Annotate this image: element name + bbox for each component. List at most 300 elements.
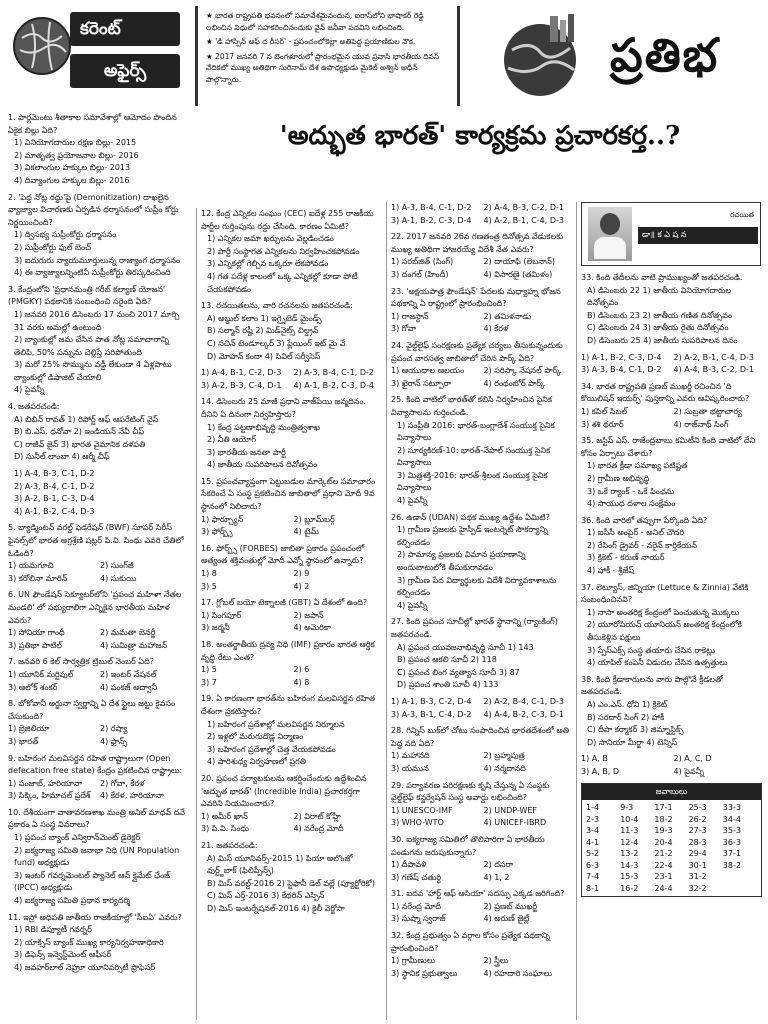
- option: B) బి.ఎస్. ధనోవా 2) ఇండియన్ నేవీ చీఫ్: [14, 427, 145, 437]
- option: 2) దాయాఫి (లెబనాన్): [483, 257, 555, 267]
- answer-item: 27-3: [688, 826, 707, 836]
- option: 1) భారత క్రీడా సమాఖ్య పటిష్టత: [587, 461, 688, 471]
- option: 4) టైమ్: [293, 527, 319, 537]
- question-text: 14. డిసెంబరు 25 మాజీ ప్రధాని వాజ్‌పేయి జన్మదినం. దీనిని ఏ దినంగా నిర్వహిస్తారు?: [201, 397, 366, 419]
- options: [581, 527, 762, 577]
- option: 3) ఆలోక్ శంకర్: [8, 682, 58, 692]
- option: 2) సరిస్కా నేషనల్ పార్క్: [483, 366, 562, 376]
- option: 3) పి.వి. సింధు: [201, 824, 249, 834]
- question-block: [201, 300, 382, 363]
- answer-item: 12-4: [620, 837, 639, 847]
- question-text: 37. లెట్యూస్, జిన్నియా (Lettuce & Zinnia) వేటికి సంబంధించినవి?: [581, 582, 749, 605]
- option: 2) బ్లూమ్‌బర్గ్: [293, 514, 335, 524]
- option: 2) తమిళనాడు: [483, 311, 532, 321]
- question-block: [391, 231, 572, 281]
- question-text: 13. రచయితలను, వారి రచనలను జతపరచండి:: [201, 301, 353, 311]
- option: C) డిసెంబరు 24 3) జాతీయ రైతు దినోత్సవం: [587, 323, 729, 333]
- option: 2) ప్రణబ్ ముఖర్జీ: [483, 901, 538, 911]
- question-block: [201, 693, 382, 769]
- answer-item: 2-3: [586, 814, 600, 824]
- option: 3) గణేష్ చతుర్థి: [391, 872, 442, 882]
- option: 4) A-1, B-2, C-4, D-3: [14, 506, 95, 516]
- question-block: [201, 208, 382, 296]
- option: 1) ఎన్నికల జమా ఖర్చులను వెల్లడించడం: [207, 234, 334, 244]
- answer-key-grid: [582, 800, 761, 896]
- question-text: 10. దేశీయంగా వాతావరణశాఖ మంత్రి అనిల్ మాధవ్ దవే ప్రకారం ఏ సంస్థ వివరాలు?: [8, 807, 185, 830]
- options: [8, 229, 188, 279]
- options: [391, 642, 572, 692]
- option: 1) యమగూచి: [8, 561, 54, 571]
- option: 2) A-3, B-4, C-1, D-2: [14, 481, 95, 491]
- options: [391, 420, 572, 508]
- option: 1) నరేంద్ర మోదీ: [391, 901, 442, 911]
- option: 1) పంజాబ్, హరియానా: [8, 778, 82, 788]
- option: 3) జర్మనీ: [201, 623, 230, 633]
- answer-item: 10-4: [620, 814, 639, 824]
- bullet-item: ★ భారత రాష్ట్రపతి భవనంలో సమావేశమైనందున, ఐరాస్‌లోని భాషాకర్ రెడ్డి లభించిన విధులో సహకరించినందుకు వైన్ జనీవా పదవిని లభించింది.: [206, 10, 449, 33]
- option: A) అబ్దుల్ కలాం 1) ఇగ్నైటెడ్ మైండ్స్: [207, 313, 322, 323]
- option: 2) నీతి ఆయోగ్: [207, 435, 257, 445]
- question-block: [8, 284, 188, 397]
- brand-box: [8, 6, 168, 104]
- options: [581, 753, 762, 778]
- answer-item: 3-4: [586, 826, 600, 836]
- option: 1) RBI డిప్యూటీ గవర్నర్: [14, 925, 92, 935]
- option: 2) సామాన్య ప్రజలకు విమాన ప్రయాణాన్ని అందుబాటులోకి తీసుకురావడం: [397, 550, 526, 573]
- option: 4) పైవన్నీ: [14, 385, 45, 395]
- option: 3) ఫోర్బ్స్: [201, 527, 233, 537]
- option: 2) ఇంటర్‌ నేషనల్: [100, 669, 157, 679]
- author-label: రచయిత: [730, 211, 754, 219]
- option: 3) A-2, B-1, C-3, D-4: [14, 494, 95, 504]
- option: 1) కపిల్ సిబల్: [581, 406, 628, 416]
- option: C) మిస్ ఎర్త్-2016 3) కేథరిన్ ఎస్పిన్: [207, 891, 325, 901]
- option: 2) సూర్యకిరణ్-10: భారత్-నేపాల్ సంయుక్త సైనిక విన్యాసాలు: [397, 445, 551, 468]
- options: [201, 853, 382, 916]
- option: B) డిసెంబరు 23 2) జాతీయ గణిత దినోత్సవం: [587, 310, 733, 320]
- option: 2) ఐక్యరాజ్య సమితి జనాభా నిధి (UN Population fund) అధ్యక్షుడు: [14, 845, 180, 868]
- option: 1) గ్రామీణ ప్రజలకు హైస్పీడ్ ఇంటర్నెట్ సౌకర్యాన్ని కల్పించడం: [397, 525, 548, 547]
- question-text: 24. వైల్డ్‌లైఫ్ సంరక్షణకు ప్రత్యేక చర్యలు తీసుకున్నందుకు ప్రపంచ వారసత్వ జాబితాలో చేరిన పార్క్ ఏది?: [391, 340, 563, 363]
- option: 4) దివ్యాంగుల హక్కుల బిల్లు- 2016: [14, 175, 130, 185]
- options: [391, 859, 572, 884]
- option: 3) A-1, B-2, C-3, D-4: [391, 215, 472, 225]
- option: 1) దీపావళి: [391, 860, 427, 870]
- answer-item: 6-3: [586, 860, 600, 870]
- option: 4) విసారణై (తమిళం): [483, 269, 553, 279]
- option: 3) WHO-WTO: [391, 818, 444, 828]
- option: 3) A-3, B-1, C-4, D-2: [391, 709, 472, 719]
- option: 2) విరాట్ కోహ్లీ: [293, 811, 341, 821]
- option: 1) ఐసీసీ అంపైర్ - అనిల్ చౌదరి: [587, 528, 685, 538]
- author-box: [581, 202, 761, 266]
- question-text: 25. కింది వాటిలో భారత్‌తో కలిసి నిర్వహించిన సైనిక విన్యాసాలను గుర్తించండి.: [391, 395, 553, 417]
- option: 1) సంప్రీతి 2016: భారత్-బంగ్లాదేశ్ సంయుక్త సైనిక విన్యాసాలు: [397, 420, 555, 443]
- options: [581, 352, 762, 377]
- answer-item: 16-2: [620, 883, 639, 893]
- option: 3) క్రికెట్ - కరుణ్ నాయర్: [587, 553, 665, 563]
- options: [391, 805, 572, 830]
- option: 2) సుబ్రతా భట్టాచార్య: [673, 406, 742, 416]
- options: [581, 699, 762, 749]
- question-text: 30. ఐక్యరాజ్య సమితిలో తొలిసారిగా ఏ భారతీయ పండుగను జరుపుకున్నారు?: [391, 834, 545, 857]
- options: [201, 422, 382, 472]
- option: 2) సుప్రీంకోర్టు ఫుల్ బెంచ్: [14, 242, 92, 252]
- question-text: 22. 2017 జనవరి 26న గణతంత్ర దినోత్సవ వేడుకలకు ముఖ్య అతిథిగా హాజరయ్యే విదేశీ నేత ఎవరు?: [391, 232, 564, 254]
- options: [581, 607, 762, 670]
- question-block: [581, 272, 762, 348]
- option: 3) శశి థరూర్: [581, 419, 624, 429]
- options: [391, 365, 572, 390]
- question-block: [581, 674, 762, 750]
- option: 1) A-3, B-4, C-1, D-2: [391, 203, 472, 212]
- question-block: [8, 522, 188, 585]
- options: [391, 311, 572, 336]
- question-text: 35. జస్టిస్ ఎస్. రాజేంద్రబాబు కమిటీని కింది వాటిలో దేని కోసం ఏర్పాటు చేశారు?: [581, 436, 756, 458]
- answer-item: 36-3: [722, 837, 741, 847]
- option: 1) UNESCO-IMF: [391, 805, 453, 815]
- answer-item: 8-1: [586, 883, 600, 893]
- option: 2) జపాన్: [293, 610, 324, 620]
- option: 4) అమెరికా: [293, 623, 331, 633]
- option: 3) ఖైరాన్ సట్పూరా: [391, 378, 452, 388]
- question-text: 34. భారత రాష్ట్రపతి ప్రణబ్ ముఖర్జీ రచించిన 'ది కొయిలిషన్ ఇయర్స్' పుస్తకాన్ని ఎవరు ఆవిష్కరించారు?: [581, 381, 750, 404]
- options: [8, 723, 188, 748]
- option: 2) రేసింగ్ డ్రైవర్ - నరైన్ కార్తికేయన్: [587, 540, 698, 550]
- option: C) సచిన్ టెండూల్కర్ 3) ప్లేయింగ్ ఇట్ మై వే: [207, 338, 346, 348]
- answer-item: 24-4: [654, 883, 673, 893]
- option: 4) రహదారి సంఘాలు: [483, 968, 553, 978]
- option: A) ఎం.ఎస్. ధోని 1) క్రికెట్: [587, 700, 668, 709]
- answer-item: 5-2: [586, 849, 600, 859]
- question-block: [8, 912, 188, 975]
- option: 4) A-4, B-3, C-2, D-1: [673, 365, 754, 375]
- options: [201, 664, 382, 689]
- option: 2) 6: [293, 665, 310, 675]
- question-block: [201, 840, 382, 916]
- question-block: [201, 543, 382, 593]
- answer-item: 11-3: [620, 826, 639, 836]
- question-block: [8, 589, 188, 652]
- option: 4) 1, 2: [483, 872, 510, 882]
- option: 3) A-2, B-3, C-4, D-1: [201, 380, 282, 390]
- options: [391, 750, 572, 775]
- answer-item: 15-3: [620, 872, 639, 882]
- question-block: [581, 381, 762, 431]
- question-text: 31. ఐదవ 'హార్ట్ ఆఫ్ ఆసియా' సదస్సు ఎక్కడ జరిగింది?: [391, 889, 565, 899]
- option: D) మిస్ ఇంటర్నేషనల్-2016 4) కైలీ వెర్జోసా: [207, 903, 345, 913]
- options: [581, 285, 762, 348]
- answer-item: 22-4: [654, 860, 673, 870]
- option: 3) మిత్రశక్తి-2016: భారత్-శ్రీలంక సంయుక్త సైనిక విన్యాసాలు: [397, 470, 548, 493]
- option: 1) ఆయుధాల ఆలయం: [391, 366, 465, 376]
- question-block: [391, 780, 572, 830]
- options: [201, 719, 382, 769]
- option: 3) మరో 25% సొమ్మును వడ్డీ లేకుండా 4 ఏళ్లపాటు బ్యాంకుల్లో డిపాజిట్ చేయాలి: [14, 360, 172, 382]
- option: 2) A-3, B-4, C-1, D-2: [293, 368, 374, 378]
- option: 3) ఐదుగురు న్యాయమూర్తులున్న రాజ్యాంగ ధర్మాసనం: [14, 255, 181, 265]
- option: 3) దంగల్ (హిందీ): [391, 269, 449, 279]
- option: A) మిస్ యూనివర్స్-2015 1) పియా అలొంజో వుర్ట్జ్‌బాక్ (ఫిలిప్పీన్స్): [207, 853, 353, 876]
- option: 4) రాజ్‌నాథ్ సింగ్: [673, 419, 729, 429]
- option: 1) ఫార్చ్యూన్: [201, 514, 244, 524]
- option: 4) A-1, B-2, C-3, D-4: [293, 380, 374, 390]
- question-block: [201, 773, 382, 836]
- answer-item: 32-2: [688, 883, 707, 893]
- option: A) ప్రపంచ యువజనాభివృద్ధి సూచీ 1) 143: [397, 642, 534, 652]
- pratibha-logo-text: ప్రతిభ: [610, 28, 720, 82]
- option: 1) యూనిక్ మర్టిపుల్: [8, 669, 74, 679]
- options: [201, 568, 382, 593]
- answer-item: 34-4: [722, 814, 741, 824]
- question-text: 2. 'పెద్ద నోట్ల రద్దు'పై (Demonitization) దాఖలైన వ్యాజ్యాల విచారణకు ఏర్పడిన ధర్మాసనంలో సుప్రీం కోర్టు నిర్ణయించింది?: [8, 192, 179, 227]
- option: 2) దసరా: [483, 860, 514, 870]
- options: [201, 313, 382, 363]
- bullet-item: ★ 2017 జనవరి 7 న బెంగళూరులో ప్రారంభమైన యువ ప్రవాసి భారతీయ దివస్ వేదికలో ముఖ్య అతిథిగా సురినామ్ దేశ ఉపాధ్యక్షుడు మైకెల్ అశ్విన్ అధీన్ పాల్గొన్నారు.: [206, 51, 449, 86]
- news-bullets: [195, 6, 460, 106]
- options: [581, 460, 762, 510]
- answer-item: 31-2: [688, 872, 707, 882]
- globe-icon: [12, 16, 72, 76]
- option: 2) మాతృత్వ ప్రయోజనాల బిల్లు- 2016: [14, 150, 139, 160]
- question-text: 11. ఇస్రో అధిపతి జాతీయ రాజకీయాల్లో 'సీఐఏ' ఎవరు?: [8, 912, 182, 922]
- answer-item: 29-4: [688, 849, 707, 859]
- option: 1) గ్రామీణులు: [391, 956, 436, 966]
- option: 1) కేంద్ర పట్టణాభివృద్ధి మంత్రిత్వశాఖ: [207, 422, 320, 432]
- option: 3) 5: [201, 581, 217, 591]
- option: 2) A-2, B-1, C-4, D-3: [673, 352, 754, 362]
- question-block: [201, 639, 382, 689]
- option: 1) బ్రెజిలియా: [8, 724, 50, 734]
- option: 2) స్త్రీలు: [483, 956, 509, 966]
- option: 3) వికలాంగుల హక్కుల బిల్లు- 2013: [14, 163, 131, 173]
- question-block: [391, 616, 572, 692]
- column-1: [8, 112, 188, 1020]
- option: 2) బ్యాంకుల్లో జమ చేసిన పాత నోట్ల సమాచారాన్ని తెలిపి, 50% పన్నును చెల్లిస్తే సరిపోతుంది: [14, 335, 170, 357]
- question-block: [391, 202, 572, 227]
- option: 1) జనవరి 2016 డిసెంబరు 17 నుంచి 2017 మార్చి 31 వరకు అమల్లో ఉంటుంది: [14, 309, 180, 332]
- option: 2) యాక్సిస్ బ్యాంక్ ముఖ్య కార్యనిర్వహణాధికారి: [14, 937, 164, 947]
- option: 4) 2: [293, 581, 310, 591]
- question-text: 5. బ్యాడ్మింటన్ వరల్డ్ ఫెడరేషన్ (BWF) సూపర్ సిరీస్ ఫైనల్స్‌లో భారత అగ్రశ్రేణి షట్లర్ పి.వి. సింధు ఎవరి చేతిలో ఓడింది?: [8, 523, 184, 558]
- options: [8, 468, 188, 518]
- option: 1) ద్విసభ్య సుప్రీంకోర్టు ధర్మాసనం: [14, 230, 117, 240]
- question-text: 36. కింది వారిలో తప్పుగా పేర్కొంది ఏది?: [581, 515, 708, 525]
- answer-item: [723, 883, 757, 895]
- question-text: 3. కేంద్రంలోని 'ప్రధానమంత్రి గరీబ్ కల్యాణ్ యోజన' (PMGKY) పథకానికి సంబంధించి సరైంది ఏది?: [8, 284, 166, 307]
- option: 4) సుకుయి: [100, 573, 137, 583]
- option: 2) A-2, B-4, C-1, D-3: [483, 696, 564, 706]
- options: [8, 669, 188, 694]
- question-block: [391, 696, 572, 721]
- question-text: 4. జతపరచండి:: [8, 402, 60, 412]
- column-2: [196, 208, 382, 1020]
- option: B) సరదార్ సింగ్ 2) హాకీ: [587, 712, 665, 722]
- option: 3) ఎన్నికల్లో గెల్చిన ఒక్కరూ లేకపోవడం: [207, 259, 329, 269]
- option: 4) ఐక్యరాజ్య సమితి ప్రధాన కార్యదర్శి: [14, 896, 131, 906]
- option: 2) బ్రహ్మపుత్ర: [483, 751, 525, 761]
- option: 1) అమీర్ ఖాన్: [201, 811, 248, 821]
- question-block: [391, 394, 572, 507]
- globe-with-books-icon: [490, 10, 600, 100]
- option: 2) రష్యా: [100, 724, 128, 734]
- question-text: 18. అంతర్జాతీయ ద్రవ్య నిధి (IMF) ప్రకారం భారత ఆర్థిక వృద్ధి రేటు ఎంత?: [201, 640, 375, 662]
- option: 4) పంకజ్ అద్వానీ: [100, 682, 158, 692]
- option: 4) అరుణ్ జైట్లీ: [483, 914, 530, 924]
- answer-item: 7-4: [586, 872, 600, 882]
- option: 3) సుష్మా స్వరాజ్: [391, 914, 446, 924]
- option: 4) ఈ వ్యాజ్యాలన్నింటినీ సుప్రీంకోర్టు తిరస్కరించింది: [14, 268, 171, 278]
- option: 1) A-1, B-3, C-2, D-4: [391, 696, 472, 706]
- option: 4) జవహర్‌లాల్ నెహ్రూ యూనివర్సిటీ ప్రొఫెసర్: [14, 963, 156, 972]
- option: B) మిస్ వరల్డ్-2016 2) స్టెఫానీ డెల్ వల్లే (ప్యూర్టోరికో): [207, 878, 375, 888]
- option: 3) స్థానిక ప్రభుత్వాలు: [391, 968, 458, 978]
- option: 2) A-4, B-3, C-2, D-1: [483, 203, 564, 212]
- question-block: [391, 834, 572, 884]
- option: 1) A-4, B-3, C-1, D-2: [14, 469, 95, 479]
- option: 4) పైవన్నీ: [397, 600, 428, 610]
- question-block: [581, 582, 762, 670]
- answer-item: 38-2: [722, 860, 741, 870]
- options: [201, 811, 382, 836]
- question-block: [391, 725, 572, 775]
- option: B) ప్రపంచ ఆకలి సూచీ 2) 118: [397, 655, 497, 665]
- option: 2) యూరోపియన్ యూనియన్ అంతరిక్ష కేంద్రంలోకి తీసుకెళ్లిన పక్షులు: [587, 620, 742, 643]
- options: [8, 309, 188, 397]
- option: 3) కరోలినా మారిన్: [8, 573, 68, 583]
- question-block: [8, 807, 188, 908]
- question-text: 19. ఏ కారణంగా భారత్‌ను బహిరంగ మలవిసర్జన రహిత దేశంగా ప్రకటిస్తారు?: [201, 694, 376, 716]
- option: 3) స్పేస్‌ఎక్స్ సంస్థ తయారు చేసిన రాకెట్లు: [587, 645, 716, 655]
- options: [8, 414, 188, 464]
- question-block: [391, 340, 572, 390]
- answer-item: 28-3: [688, 837, 707, 847]
- question-block: [8, 468, 188, 518]
- question-block: [581, 435, 762, 511]
- question-block: [8, 753, 188, 803]
- question-block: [8, 192, 188, 280]
- option: 4) 8: [293, 677, 310, 687]
- question-text: 38. కింది క్రీడాకారులను వారు పాల్గొనే క్రీడలతో జతపరచండి.: [581, 674, 723, 697]
- question-text: 7. జనవరి 6 కెల్ సార్వత్రిక ట్రిబుల్ నెంబర్ ఏది?: [8, 657, 154, 667]
- option: 1) A, B: [581, 754, 608, 764]
- option: D) డిసెంబరు 25 4) జాతీయ సుపరిపాలన దినం: [587, 335, 738, 345]
- question-text: 16. ఫోర్బ్స్ (FORBES) జాబితా ప్రకారం ప్రపంచంలో అత్యంత శక్తివంతుల్లో మోదీ ఎన్నో స్థానంలో ఉన్నారు?: [201, 543, 365, 566]
- option: 2) గ్రామీణ అభివృద్ధి: [587, 473, 650, 483]
- question-text: 26. ఉడాన్ (UDAN) పథక ముఖ్య ఉద్దేశం ఏమిటి?: [391, 512, 550, 522]
- bullet-item: ★ 'డి హాస్పిన్ అఫ్ ద రీసర్' - ప్రపంచంలోకెల్లా అతిపెద్ద ప్రయాణికుల నౌక.: [206, 36, 449, 48]
- question-block: [8, 698, 188, 748]
- answer-item: 21-2: [654, 849, 673, 859]
- answer-item: 14-3: [620, 860, 639, 870]
- option: 1) సింగపూర్: [201, 610, 242, 620]
- options: [8, 627, 188, 652]
- answer-item: 18-2: [654, 814, 673, 824]
- option: 3) గోవా: [391, 324, 417, 334]
- answer-item: 13-2: [620, 849, 639, 859]
- question-text: 29. పర్యావరణ పరిరక్షణకు కృషి చేస్తున్న ఏ సంస్థకు వైల్డ్‌లైఫ్ కన్జర్వేషన్ సంస్థ అవార్డు లభించింది?: [391, 780, 550, 803]
- option: C) రాజీవ్ జైన్ 3) భారత వైమానిక దళపతి: [14, 439, 146, 449]
- question-text: 23. 'అక్షయపాత్ర ఫౌండేషన్' పేదలకు మధ్యాహ్న భోజన పథకాన్ని ఏ రాష్ట్రంలో ప్రారంభించింది?: [391, 286, 561, 309]
- option: 4) నరేంద్ర మోదీ: [293, 824, 344, 834]
- column-3: [386, 202, 572, 1020]
- option: 1) సరబ్‌జిత్ (సింగ్): [391, 257, 454, 267]
- question-text: 17. గ్లోబల్ బయో టెక్నాలజీ (GBT) ఏ దేశంలో ఉంది?: [201, 598, 368, 608]
- options: [201, 367, 382, 392]
- question-block: [201, 396, 382, 472]
- options: [391, 202, 572, 227]
- option: 3) భారత్: [8, 736, 39, 746]
- option: 2) UNDP-WEF: [483, 805, 538, 815]
- brand-title-line2: అఫైర్స్: [70, 54, 180, 88]
- answer-item: 26-2: [688, 814, 707, 824]
- author-name: డా॥ క ఎ ష న: [638, 227, 758, 244]
- option: 4) హాకీ - శ్రీజేష్: [587, 566, 635, 576]
- question-text: 21. జతపరచండి:: [201, 840, 258, 850]
- question-block: [391, 888, 572, 926]
- options: [581, 406, 762, 431]
- options: [8, 778, 188, 803]
- answer-item: 17-1: [654, 803, 673, 813]
- option: 3) 7: [201, 677, 217, 687]
- option: A) బిబిన్ రావత్ 1) రిపోర్ట్ ఆఫ్ ఆపరేటింగ్ వైస్: [14, 414, 159, 424]
- option: 4) కేరళ, హరియానా: [100, 791, 164, 801]
- answer-item: 19-3: [654, 826, 673, 836]
- question-text: 27. కింది ప్రపంచ సూచీల్లో భారత్ స్థానాన్ని (ర్యాంకింగ్‌) జతపరచండి.: [391, 617, 558, 639]
- option: 1) రాజస్థాన్: [391, 311, 429, 321]
- question-text: 8. బోకోవానీ అర్జునా స్వర్ణాన్ని ఏ దేశ స్టైలు జట్టు కైవసం చేసుకుంది?: [8, 699, 176, 721]
- answer-item: 4-1: [586, 837, 600, 847]
- question-block: [8, 112, 188, 188]
- options: [201, 610, 382, 635]
- option: 3) A-3, B-4, C-1, D-2: [581, 365, 662, 375]
- option: 4) నర్మదానది: [483, 763, 526, 773]
- question-block: [581, 753, 762, 778]
- question-block: [391, 512, 572, 613]
- question-text: 12. కేంద్ర ఎన్నికల సంఘం (CEC) ఐదేళ్ల 255 రాజకీయ పార్టీల గుర్తింపును రద్దు చేసింది. కారణం ఏమిటి?: [201, 209, 374, 231]
- option: 2) ఇళ్లలో మరుగుదొడ్ల నిర్మాణం: [207, 732, 304, 742]
- question-text: 33. కింది తేదీలను వాటి ప్రాముఖ్యంతో జతపరచండి.: [581, 273, 743, 282]
- option: 4) కేరళ: [483, 324, 509, 334]
- answer-item: 37-1: [722, 849, 741, 859]
- option: 1) A-1, B-2, C-3, D-4: [581, 352, 662, 362]
- question-text: 1. పార్లమెంటు శీతాకాల సమావేశాల్లో ఆమోదం పొందిన ఏకైక బిల్లు ఏది?: [8, 113, 177, 135]
- answer-key-title: జవాబులు: [582, 784, 761, 801]
- option: 2) గోవా, కేరళ: [100, 778, 145, 788]
- option: 3) భారతీయ జనతా పార్టీ: [207, 447, 286, 457]
- question-text: 32. కేంద్ర ప్రభుత్వం ఏ వర్గాల కోసం ప్రత్యేక పథకాన్ని ప్రారంభించింది?: [391, 931, 551, 953]
- option: 4) సాయుధ దళాల సంక్షేమం: [587, 499, 676, 509]
- question-text: 28. గిన్నిస్ బుక్‌లో చోటు సంపాదించిన భారతదేశంలో అతి పెద్ద నది ఏది?: [391, 726, 570, 748]
- question-text: 15. ప్రపంచవ్యాప్తంగా పెట్టుబడుల మార్కెట్‌ల సమాచారం సేకరించే ఏ సంస్థ ప్రకటించిన జాబితాలో ప్రధాని మోదీ 9వ స్థానంలో నిలిచారు?: [201, 476, 376, 512]
- option: 4) పైవన్నీ: [673, 766, 704, 776]
- option: 1) బహిరంగ ప్రదేశాల్లో మలవిసర్జన నిర్మూలన: [207, 719, 345, 729]
- option: 3) ఇంటర్ గవర్నమెంటల్ ప్యానెల్ ఆన్ క్లైమేట్ ఛేంజ్ (IPCC) అధ్యక్షుడు: [14, 870, 171, 893]
- option: 4) పారిశుధ్య నిర్వహణలో ప్రగతి: [207, 757, 306, 767]
- question-block: [201, 367, 382, 392]
- options: [391, 524, 572, 612]
- question-text: 6. UN ఫౌండేషన్ సెక్యూటర్‌లోని 'ప్రపంచ మహిళా నేతల మండలి' లో సభ్యురాలిగా ఎన్నికైన భారతీయ మహిళ ఎవరు?: [8, 590, 182, 625]
- option: 4) A-2, B-1, C-4, D-3: [483, 215, 564, 225]
- question-block: [391, 286, 572, 336]
- options: [391, 955, 572, 980]
- author-photo: [588, 207, 632, 261]
- answer-item: 25-3: [688, 803, 707, 813]
- question-block: [581, 352, 762, 377]
- brand-title-line1: కరెంట్: [70, 12, 180, 46]
- option: B) సల్మాన్ రష్దీ 2) మిడ్‌నైట్స్ చిల్డ్రన్: [207, 326, 319, 336]
- option: 3) యమున: [391, 763, 429, 773]
